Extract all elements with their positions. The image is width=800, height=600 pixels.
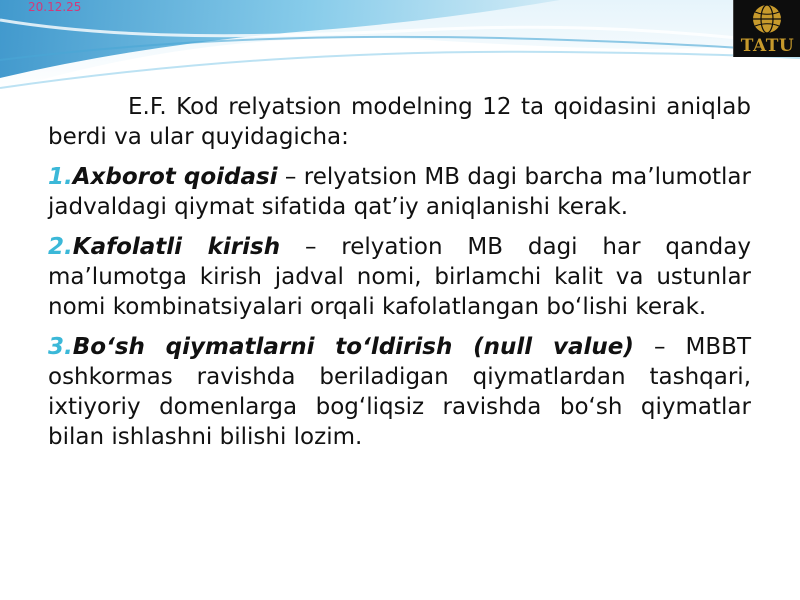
rule-description: – relyatsion MB dagi barcha ma’lumotlar jadvaldagi qiymat sifatida qat’iy aniqlanishi kerak. — [48, 164, 751, 220]
slide-date: 20.12.25 — [28, 0, 82, 14]
rule-item — [48, 332, 751, 452]
rule-description: – MBBT oshkormas ravishda beriladigan qiymatlardan tashqari, ixtiyoriy domenlarga bogʻliqsiz ravishda boʻsh qiymatlar bilan ishlashni bilishi lozim. — [48, 334, 752, 450]
rule-term: Axborot qoidasi — [72, 164, 278, 190]
rule-number: 2. — [48, 234, 73, 260]
rule-item — [48, 162, 751, 222]
rule-term: Boʻsh qiymatlarni toʻldirish (null value) — [72, 334, 634, 360]
rule-item — [48, 232, 751, 322]
tatu-logo — [733, 0, 800, 57]
intro-paragraph: E.F. Kod relyatsion modelning 12 ta qoidasini aniqlab berdi va ular quyidagicha: — [48, 94, 751, 150]
rule-description: – relyation MB dagi har qanday ma’lumotga kirish jadval nomi, birlamchi kalit va ustunlar nomi kombinatsiyalari orqali kafolatlangan boʻlishi kerak. — [48, 234, 751, 320]
slide-content — [48, 92, 751, 462]
rule-term: Kafolatli kirish — [72, 234, 281, 260]
globe-icon — [734, 0, 800, 40]
rule-number: 1. — [48, 164, 73, 190]
rule-number: 3. — [48, 334, 73, 360]
logo-text: TATU — [740, 36, 795, 56]
